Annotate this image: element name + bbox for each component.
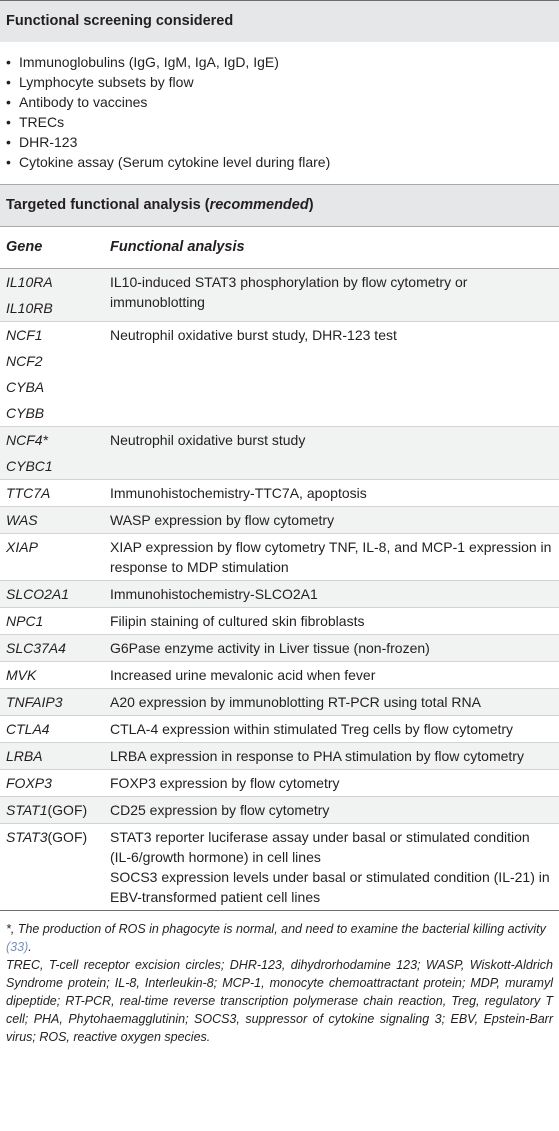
targeted-title-text: Targeted functional analysis ( — [6, 197, 210, 213]
targeted-title-close: ) — [308, 197, 314, 213]
gene-cell — [0, 608, 104, 635]
table-row — [0, 534, 559, 581]
gene-symbol: XIAP — [6, 539, 38, 555]
table-row — [0, 824, 559, 911]
gene-variant-suffix: (GOF) — [47, 802, 88, 818]
table-row — [0, 662, 559, 689]
analysis-cell — [104, 480, 559, 507]
gene-symbol: LRBA — [6, 748, 43, 764]
gene-name — [6, 584, 98, 604]
gene-name — [6, 665, 98, 685]
analysis-text: LRBA expression in response to PHA stimulation by flow cytometry — [110, 748, 524, 764]
table-row — [0, 322, 559, 427]
gene-cell — [0, 322, 104, 427]
footnote-reference-link[interactable]: (33) — [6, 940, 29, 954]
gene-symbol: IL10RA — [6, 274, 53, 290]
table-row — [0, 797, 559, 824]
gene-symbol: STAT3 — [6, 829, 48, 845]
analysis-cell — [104, 824, 559, 911]
gene-symbol: CYBC1 — [6, 458, 53, 474]
table-header-row — [0, 227, 559, 269]
gene-name — [6, 827, 98, 847]
gene-variant-suffix: (GOF) — [47, 829, 88, 845]
gene-symbol: NCF4* — [6, 432, 49, 448]
screening-item: • TRECs — [6, 112, 559, 132]
gene-name — [6, 692, 98, 712]
gene-symbol: TNFAIP3 — [6, 694, 63, 710]
analysis-cell — [104, 662, 559, 689]
analysis-text: XIAP expression by flow cytometry TNF, IL-8, and MCP-1 expression in response to MDP stimulation — [110, 539, 552, 575]
footnote-asterisk-text: *, The production of ROS in phagocyte is normal, and need to examine the bacterial killing activity — [6, 922, 546, 936]
gene-name — [6, 325, 98, 345]
gene-symbol: CYBB — [6, 405, 45, 421]
gene-cell — [0, 581, 104, 608]
gene-symbol: STAT1 — [6, 802, 48, 818]
screening-item: • Immunoglobulins (IgG, IgM, IgA, IgD, IgE) — [6, 52, 559, 72]
gene-cell — [0, 662, 104, 689]
gene-name — [6, 773, 98, 793]
analysis-cell — [104, 534, 559, 581]
table-row — [0, 743, 559, 770]
footnote-abbreviations: TREC, T-cell receptor excision circles; DHR-123, dihydrorhodamine 123; WASP, Wiskott-Aldrich Syndrome protein; IL-8, Interleukin-8; MCP-1, monocyte chemoattractant protein; MDP, muramyl dipeptide; RT-PCR, real-time reverse transcription polymerase chain reaction, Treg, regulatory T cell; PHA, Phytohaemagglutinin; SOCS3, suppressor of cytokine signaling 3; EBV, Epstein-Barr virus; ROS, reactive oxygen species. — [6, 958, 553, 1044]
screening-item: • Antibody to vaccines — [6, 92, 559, 112]
targeted-title-emphasis: recommended — [209, 197, 309, 213]
footnote-asterisk-end: . — [28, 940, 32, 954]
gene-name — [6, 456, 98, 476]
gene-cell — [0, 716, 104, 743]
table-row — [0, 716, 559, 743]
gene-cell — [0, 824, 104, 911]
gene-name — [6, 510, 98, 530]
targeted-section-header — [0, 184, 559, 226]
gene-symbol: TTC7A — [6, 485, 51, 501]
analysis-text: A20 expression by immunoblotting RT-PCR using total RNA — [110, 694, 481, 710]
table-row — [0, 427, 559, 480]
gene-symbol: MVK — [6, 667, 37, 683]
gene-symbol: CYBA — [6, 379, 45, 395]
table-row — [0, 507, 559, 534]
gene-name — [6, 611, 98, 631]
analysis-cell — [104, 322, 559, 427]
gene-symbol: FOXP3 — [6, 775, 52, 791]
gene-symbol: WAS — [6, 512, 38, 528]
gene-cell — [0, 427, 104, 480]
gene-symbol: NCF1 — [6, 327, 43, 343]
analysis-text: FOXP3 expression by flow cytometry — [110, 775, 340, 791]
analysis-text: Neutrophil oxidative burst study — [110, 432, 306, 448]
column-header-gene: Gene — [0, 227, 104, 269]
analysis-cell — [104, 507, 559, 534]
gene-name — [6, 430, 98, 450]
analysis-cell — [104, 581, 559, 608]
analysis-text: IL10-induced STAT3 phosphorylation by flow cytometry or immunoblotting — [110, 274, 468, 310]
analysis-cell — [104, 743, 559, 770]
analysis-cell — [104, 797, 559, 824]
gene-symbol: NPC1 — [6, 613, 44, 629]
table-body — [0, 269, 559, 911]
table-row — [0, 689, 559, 716]
table-row — [0, 480, 559, 507]
gene-cell — [0, 480, 104, 507]
gene-cell — [0, 635, 104, 662]
analysis-text: Immunohistochemistry-TTC7A, apoptosis — [110, 485, 367, 501]
screening-list — [0, 42, 559, 184]
analysis-cell — [104, 608, 559, 635]
analysis-cell — [104, 635, 559, 662]
gene-cell — [0, 269, 104, 322]
analysis-text: Filipin staining of cultured skin fibroblasts — [110, 613, 365, 629]
gene-name — [6, 298, 98, 318]
analysis-cell — [104, 689, 559, 716]
screening-section-header: Functional screening considered — [0, 0, 559, 42]
gene-analysis-table — [0, 226, 559, 911]
screening-item: • DHR-123 — [6, 132, 559, 152]
gene-name — [6, 719, 98, 739]
table-footnotes — [0, 911, 559, 1046]
gene-cell — [0, 743, 104, 770]
analysis-text: CD25 expression by flow cytometry — [110, 802, 330, 818]
column-header-analysis: Functional analysis — [104, 227, 559, 269]
gene-symbol: SLCO2A1 — [6, 586, 70, 602]
analysis-text: Neutrophil oxidative burst study, DHR-123 test — [110, 327, 397, 343]
gene-symbol: SLC37A4 — [6, 640, 66, 656]
table-row — [0, 269, 559, 322]
screening-item: • Cytokine assay (Serum cytokine level during flare) — [6, 152, 559, 172]
gene-cell — [0, 770, 104, 797]
table-row — [0, 635, 559, 662]
screening-item: • Lymphocyte subsets by flow — [6, 72, 559, 92]
analysis-text: CTLA-4 expression within stimulated Treg cells by flow cytometry — [110, 721, 514, 737]
gene-name — [6, 377, 98, 397]
gene-cell — [0, 689, 104, 716]
table-row — [0, 581, 559, 608]
analysis-text: WASP expression by flow cytometry — [110, 512, 335, 528]
analysis-text: Immunohistochemistry-SLCO2A1 — [110, 586, 318, 602]
gene-name — [6, 403, 98, 423]
footnote-asterisk — [6, 920, 553, 956]
gene-name — [6, 272, 98, 292]
table-row — [0, 608, 559, 635]
gene-cell — [0, 797, 104, 824]
analysis-cell — [104, 770, 559, 797]
gene-name — [6, 351, 98, 371]
gene-name — [6, 537, 98, 557]
analysis-text: SOCS3 expression levels under basal or stimulated condition (IL-21) in EBV-transformed patient cell lines — [110, 869, 550, 905]
analysis-cell — [104, 427, 559, 480]
gene-symbol: IL10RB — [6, 300, 53, 316]
gene-name — [6, 800, 98, 820]
gene-symbol: CTLA4 — [6, 721, 50, 737]
gene-name — [6, 638, 98, 658]
analysis-text: Increased urine mevalonic acid when fever — [110, 667, 376, 683]
gene-cell — [0, 534, 104, 581]
gene-name — [6, 483, 98, 503]
gene-symbol: NCF2 — [6, 353, 43, 369]
gene-name — [6, 746, 98, 766]
analysis-cell — [104, 716, 559, 743]
analysis-text: STAT3 reporter luciferase assay under basal or stimulated condition (IL-6/growth hormone) in cell lines — [110, 829, 530, 865]
analysis-cell — [104, 269, 559, 322]
analysis-text: G6Pase enzyme activity in Liver tissue (non-frozen) — [110, 640, 430, 656]
gene-cell — [0, 507, 104, 534]
table-row — [0, 770, 559, 797]
